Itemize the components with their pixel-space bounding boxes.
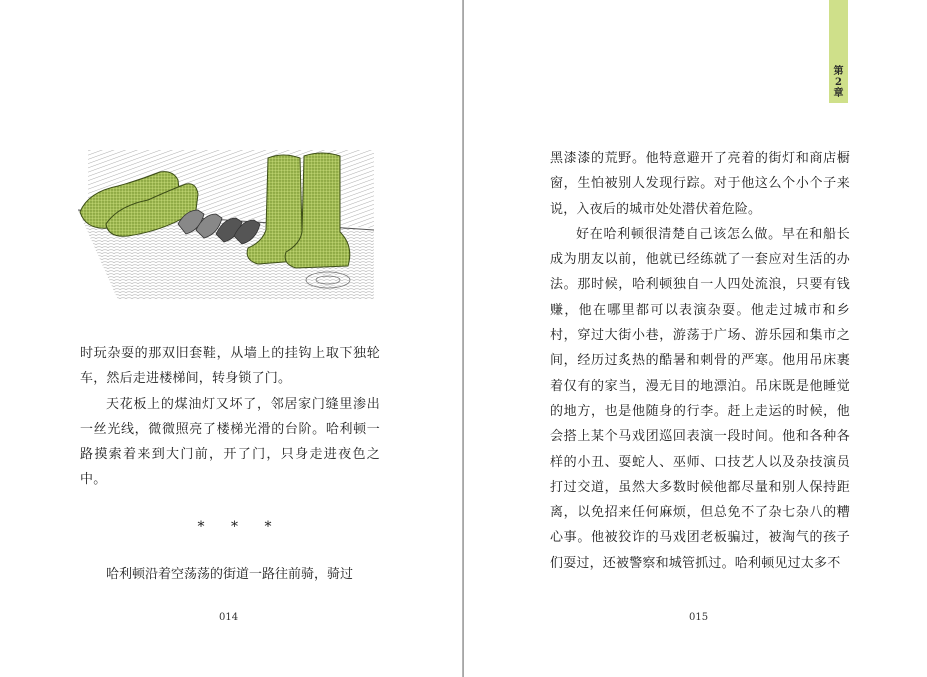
paragraph: 好在哈利顿很清楚自己该怎么做。早在和船长成为朋友以前，他就已经练就了一套应对生活的办法。那时候，哈利顿独自一人四处流浪，只要有钱赚，他在哪里都可以表演杂耍。他走过城市和乡村，穿过大街小巷，游荡于广场、游乐园和集市之间，经历过炙热的酷暑和刺骨的严寒。他用吊床裹着仅有的家当，漫无目的地漂泊。吊床既是他睡觉的地方，也是他随身的行李。赶上走运的时候，他会搭上某个马戏团巡回表演一段时间。他和各种各样的小丑、耍蛇人、巫师、口技艺人以及杂技演员打过交道，虽然大多数时候他都尽量和别人保持距离，以免招来任何麻烦，但总免不了杂七杂八的糟心事。他被狡诈的马戏团老板骗过，被淘气的孩子们耍过，还被警察和城管抓过。哈利顿见过太多不 [550,226,850,571]
paragraph: 时玩杂耍的那双旧套鞋，从墙上的挂钩上取下独轮车，然后走进楼梯间，转身锁了门。 [80,346,380,387]
right-body-text [550,146,850,576]
page-number: 014 [219,612,239,623]
chapter-label [829,66,848,99]
paragraph: 哈利顿沿着空荡荡的街道一路往前骑，骑过 [106,567,354,582]
book-gutter [462,0,464,677]
chapter-label-line: 章 [833,88,844,99]
paragraph: 黑漆漆的荒野。他特意避开了亮着的街灯和商店橱窗，生怕被别人发现行踪。对于他这么个小个子来说，入夜后的城市处处潜伏着危险。 [550,151,850,217]
chapter-label-line: 2 [835,77,842,88]
page-number: 015 [689,612,709,623]
chapter-label-line: 第 [833,66,844,77]
left-page [0,0,463,677]
left-body-text [80,341,380,493]
section-separator: * * * [197,519,283,535]
shoes-and-boots-illustration [78,150,374,300]
paragraph: 天花板上的煤油灯又坏了，邻居家门缝里渗出一丝光线，微微照亮了楼梯光滑的台阶。哈利顿一路摸索着来到大门前，开了门，只身走进夜色之中。 [80,396,380,488]
